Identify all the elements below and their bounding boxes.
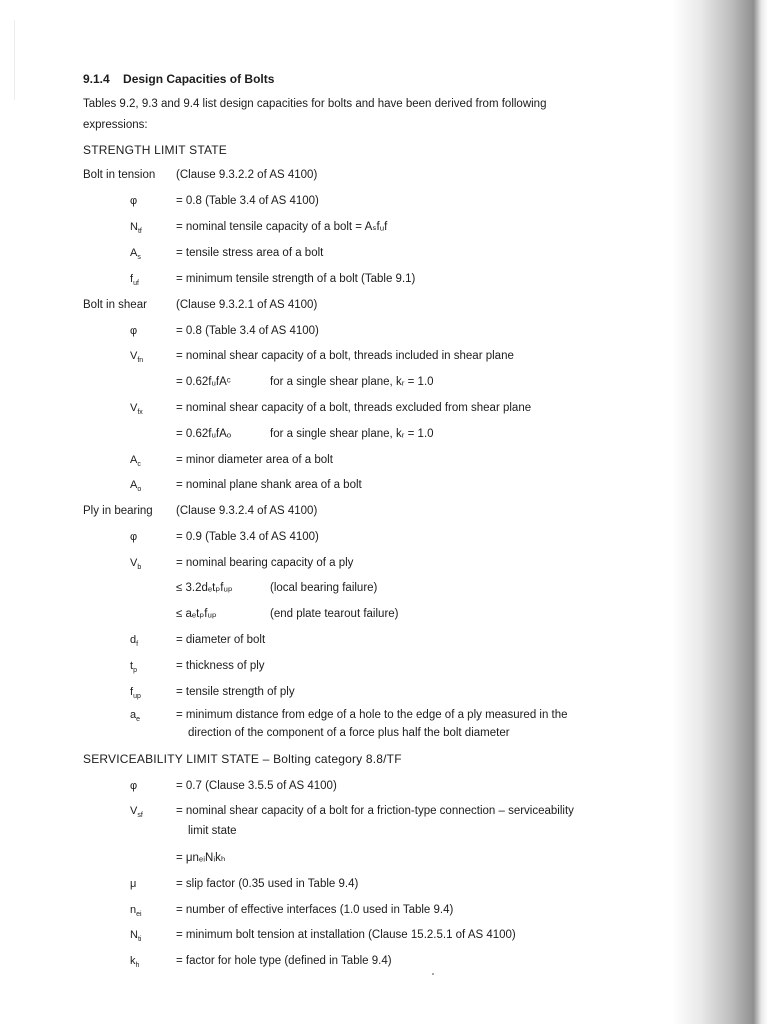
formula-note: (end plate tearout failure)	[270, 608, 399, 620]
definition-text: = minimum tensile strength of a bolt (Table 9.1)	[176, 273, 416, 285]
symbol: φ	[130, 325, 138, 337]
definition-text: = tensile strength of ply	[176, 686, 295, 698]
formula-text: = μnₑᵢNᵢkₕ	[176, 852, 226, 864]
formula-note: for a single shear plane, kᵣ = 1.0	[270, 376, 434, 388]
symbol: $n_{ei}$	[130, 904, 142, 919]
definition-text: = diameter of bolt	[176, 634, 266, 646]
definition-text: = 0.8 (Table 3.4 of AS 4100)	[176, 195, 319, 207]
symbol: $f_{uf}$	[130, 273, 139, 288]
definition-text: = minimum bolt tension at installation (Clause 15.2.5.1 of AS 4100)	[176, 929, 516, 941]
definition-continuation: limit state	[188, 825, 237, 837]
section-title: Design Capacities of Bolts	[123, 72, 275, 86]
definition-text: = 0.9 (Table 3.4 of AS 4100)	[176, 531, 319, 543]
shear-label: Bolt in shear	[83, 299, 147, 311]
definition-text: = nominal shear capacity of a bolt, threads included in shear plane	[176, 350, 514, 362]
symbol: $A_o$	[130, 479, 142, 494]
shear-group-header	[83, 298, 683, 312]
symbol: $k_h$	[130, 955, 140, 970]
symbol: $A_c$	[130, 454, 141, 469]
formula-text: ≤ aₑtₚfᵤₚ	[176, 608, 217, 620]
definition-text: = tensile stress area of a bolt	[176, 247, 324, 259]
definition-text: = minimum distance from edge of a hole to the edge of a ply measured in the	[176, 709, 568, 721]
definition-text: = nominal shear capacity of a bolt, threads excluded from shear plane	[176, 402, 532, 414]
shear-clause: (Clause 9.3.2.1 of AS 4100)	[176, 299, 318, 311]
definition-text: = minor diameter area of a bolt	[176, 454, 333, 466]
symbol: $V_b$	[130, 557, 142, 572]
definition-text: = 0.7 (Clause 3.5.5 of AS 4100)	[176, 780, 337, 792]
intro-line-1: Tables 9.2, 9.3 and 9.4 list design capacities for bolts and have been derived from following	[83, 98, 547, 110]
symbol: $V_{fx}$	[130, 402, 143, 417]
tension-label: Bolt in tension	[83, 169, 156, 181]
intro-line-2: expressions:	[83, 119, 148, 131]
symbol: $V_{fn}$	[130, 350, 144, 365]
definition-text: = thickness of ply	[176, 660, 265, 672]
definition-text: = number of effective interfaces (1.0 used in Table 9.4)	[176, 904, 454, 916]
definition-text: = nominal plane shank area of a bolt	[176, 479, 362, 491]
tension-clause: (Clause 9.3.2.2 of AS 4100)	[176, 169, 318, 181]
section-heading	[83, 72, 274, 86]
symbol: $f_{up}$	[130, 686, 141, 701]
symbol: $d_f$	[130, 634, 139, 649]
tension-group-header	[83, 168, 683, 182]
definition-text: = factor for hole type (defined in Table 9.4)	[176, 955, 392, 967]
formula-note: for a single shear plane, kᵣ = 1.0	[270, 428, 434, 440]
bearing-label: Ply in bearing	[83, 505, 153, 517]
definition-continuation: direction of the component of a force plus half the bolt diameter	[188, 727, 510, 739]
symbol: $t_p$	[130, 660, 137, 675]
strength-limit-heading: STRENGTH LIMIT STATE	[83, 143, 228, 157]
bearing-group-header	[83, 504, 683, 518]
symbol: $V_{sf}$	[130, 805, 143, 820]
formula-text: ≤ 3.2dₑtₚfᵤₚ	[176, 582, 233, 594]
symbol: $N_{tf}$	[130, 221, 142, 236]
formula-text: = 0.62fᵤfAᶜ	[176, 376, 231, 388]
symbol: μ	[130, 878, 137, 890]
scan-speck	[432, 973, 434, 975]
symbol: φ	[130, 780, 138, 792]
section-number: 9.1.4	[83, 72, 110, 86]
definition-text: = nominal bearing capacity of a ply	[176, 557, 354, 569]
definition-text: = slip factor (0.35 used in Table 9.4)	[176, 878, 359, 890]
definition-text: = 0.8 (Table 3.4 of AS 4100)	[176, 325, 319, 337]
symbol: φ	[130, 531, 138, 543]
bearing-clause: (Clause 9.3.2.4 of AS 4100)	[176, 505, 318, 517]
serviceability-heading: SERVICEABILITY LIMIT STATE – Bolting category 8.8/TF	[83, 752, 402, 766]
formula-note: (local bearing failure)	[270, 582, 378, 594]
formula-text: = 0.62fᵤfAₒ	[176, 428, 232, 440]
symbol: φ	[130, 195, 138, 207]
definition-text: = nominal shear capacity of a bolt for a friction-type connection – serviceability	[176, 805, 574, 817]
definition-text: = nominal tensile capacity of a bolt = Aₛfᵤf	[176, 221, 388, 233]
symbol: $N_{ti}$	[130, 929, 142, 944]
symbol: $A_s$	[130, 247, 141, 262]
symbol: $a_e$	[130, 709, 141, 724]
